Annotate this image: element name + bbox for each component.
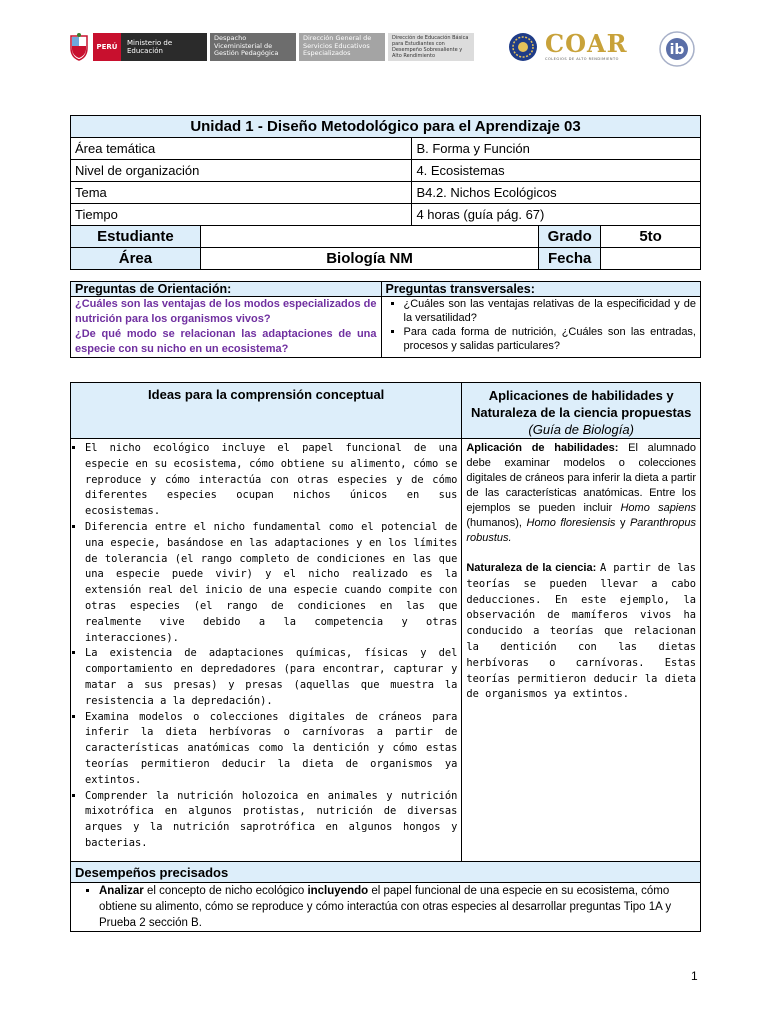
desempenos-list — [75, 883, 696, 931]
tiempo-label: Tiempo — [71, 204, 412, 226]
idea-item: ▪ El nicho ecológico incluye el papel funcional de una especie en su ecosistema, cómo obtiene su alimento, cómo se reproduce y cómo interactúa con otras especies y de cómo diferentes especies ocupan nichos únicos en sus ecosistemas. — [85, 441, 457, 520]
aplicacion-label: Aplicación de habilidades: — [466, 442, 619, 454]
orientacion-question-1: ¿Cuáles son las ventajas de los modos especializados de nutrición para los organismos vivos? — [75, 298, 377, 325]
desempenos-cell — [71, 883, 701, 932]
ib-logo-icon — [658, 30, 696, 68]
direccion-educacion-label: Dirección de Educación Básica para Estudiantes con Desempeño Sobresaliente y Alto Rendimiento — [388, 33, 474, 61]
aplicaciones-cell — [462, 439, 701, 862]
transversales-list — [386, 297, 697, 353]
comprension-table — [70, 382, 701, 932]
direccion-general-label: Dirección General de Servicios Educativos Especializados — [299, 33, 385, 61]
area-label: Área — [71, 248, 201, 270]
homo-floresiensis: Homo floresiensis — [526, 517, 616, 529]
naturaleza-text: A partir de las teorías se pueden llevar a cabo deducciones. En este ejemplo, la observación de mamíferos vivos ha conducido a teorías que relacionan la dentición con las dietas herbívoras o carnívoras. Estas teorías permitieron deducir la dieta de organismos ya extintos. — [466, 562, 697, 701]
idea-item: ▪ Diferencia entre el nicho fundamental como el potencial de una especie, basándose en las adaptaciones y en los límites de tolerancia (el rango completo de condiciones en las que una especie puede vivir) y el nicho realizado es la extensión real del inicio de una especie cuando compite con otras especies (el rango de condiciones en las que realmente vive debido a la competencia y otras interacciones). — [85, 520, 457, 646]
y-text: y — [619, 517, 626, 529]
naturaleza-paragraph — [466, 561, 696, 703]
humanos-text: (humanos), — [466, 517, 522, 529]
tema-label: Tema — [71, 182, 412, 204]
area-tematica-label: Área temática — [71, 138, 412, 160]
transversal-question-1: ▪ ¿Cuáles son las ventajas relativas de la especificidad y de la versatilidad? — [404, 297, 697, 325]
transversal-question-2: ▪ Para cada forma de nutrición, ¿Cuáles son las entradas, procesos y salidas particulares? — [404, 325, 697, 353]
ib-logo-text: ib — [669, 42, 685, 58]
seal-icon — [508, 32, 538, 62]
fecha-field[interactable] — [601, 248, 701, 270]
coar-word: COAR — [545, 29, 628, 58]
coar-logo — [545, 31, 640, 65]
idea-item: ▪ Comprender la nutrición holozoica en animales y nutrición mixotrófica en algunos protistas, nutrición de diversas arques y la nutrición saprotrófica en algunos hongos y bacterias. — [85, 789, 457, 852]
area-tematica-value: B. Forma y Función — [412, 138, 701, 160]
preguntas-table — [70, 281, 701, 358]
ideas-title: Ideas para la comprensión conceptual — [71, 383, 462, 439]
peru-coat-of-arms-icon — [68, 33, 90, 61]
desempeno-verb: Analizar — [99, 885, 144, 897]
desempeno-item — [99, 883, 696, 931]
coar-subtitle: COLEGIOS DE ALTO RENDIMIENTO — [545, 57, 619, 61]
nivel-value: 4. Ecosistemas — [412, 160, 701, 182]
unit-title: Unidad 1 - Diseño Metodológico para el Aprendizaje 03 — [71, 116, 701, 138]
desempenos-title: Desempeños precisados — [71, 862, 701, 883]
ideas-cell — [71, 439, 462, 862]
aplicaciones-header — [462, 383, 701, 439]
ideas-list — [75, 441, 457, 852]
transversales-title: Preguntas transversales: — [381, 282, 701, 297]
header-logos — [0, 28, 768, 68]
orientacion-title: Preguntas de Orientación: — [71, 282, 382, 297]
desempeno-text-2: el papel funcional de una especie en su ecosistema, cómo obtiene su alimento, cómo se reproduce y cómo interactúa con otras especies al desarrollar preguntas Tipo 1A y Prueba 2 sección B. — [99, 885, 672, 929]
homo-sapiens: Homo sapiens — [620, 502, 696, 514]
orientacion-question-2: ¿De qué modo se relacionan las adaptaciones de una especie con su nicho en un ecosistema? — [75, 328, 377, 355]
page-number: 1 — [691, 969, 698, 983]
naturaleza-label: Naturaleza de la ciencia: — [466, 562, 597, 574]
grado-value: 5to — [601, 226, 701, 248]
tiempo-value: 4 horas (guía pág. 67) — [412, 204, 701, 226]
aplicaciones-title: Aplicaciones de habilidades y Naturaleza de la ciencia propuestas — [470, 388, 692, 420]
grado-label: Grado — [539, 226, 601, 248]
tema-value: B4.2. Nichos Ecológicos — [412, 182, 701, 204]
estudiante-field[interactable] — [200, 226, 538, 248]
nivel-label: Nivel de organización — [71, 160, 412, 182]
peru-label: PERÚ — [93, 33, 121, 61]
despacho-label: Despacho Viceministerial de Gestión Pedagógica — [210, 33, 296, 61]
estudiante-label: Estudiante — [71, 226, 201, 248]
desempeno-text-1: el concepto de nicho ecológico — [146, 885, 305, 897]
unit-info-table — [70, 115, 701, 270]
area-value: Biología NM — [200, 248, 538, 270]
idea-item: ▪ Examina modelos o colecciones digitales de cráneos para inferir la dieta herbívoras o carnívoras a partir de características anatómicas como la dentición y cómo estas teorías permitieron deducir la dieta de organismos ya extintos. — [85, 710, 457, 789]
idea-item: ▪ La existencia de adaptaciones químicas, físicas y del comportamiento en depredadores (para encontrar, capturar y matar a sus presas) y presas (aquellas que muestra la resistencia a la depredación). — [85, 646, 457, 709]
desempeno-incluyendo: incluyendo — [307, 885, 369, 897]
paranthropus: Paranthropus robustus. — [466, 517, 697, 544]
aplicacion-text: El alumnado debe examinar modelos o colecciones digitales de cráneos para inferir la dieta a partir de las características anatómicas. Entre los ejemplos se pueden incluir — [466, 442, 696, 514]
ministerio-label: Ministerio de Educación — [121, 33, 207, 61]
aplicacion-paragraph — [466, 441, 696, 546]
aplicaciones-guide: (Guía de Biología) — [528, 422, 634, 437]
fecha-label: Fecha — [539, 248, 601, 270]
